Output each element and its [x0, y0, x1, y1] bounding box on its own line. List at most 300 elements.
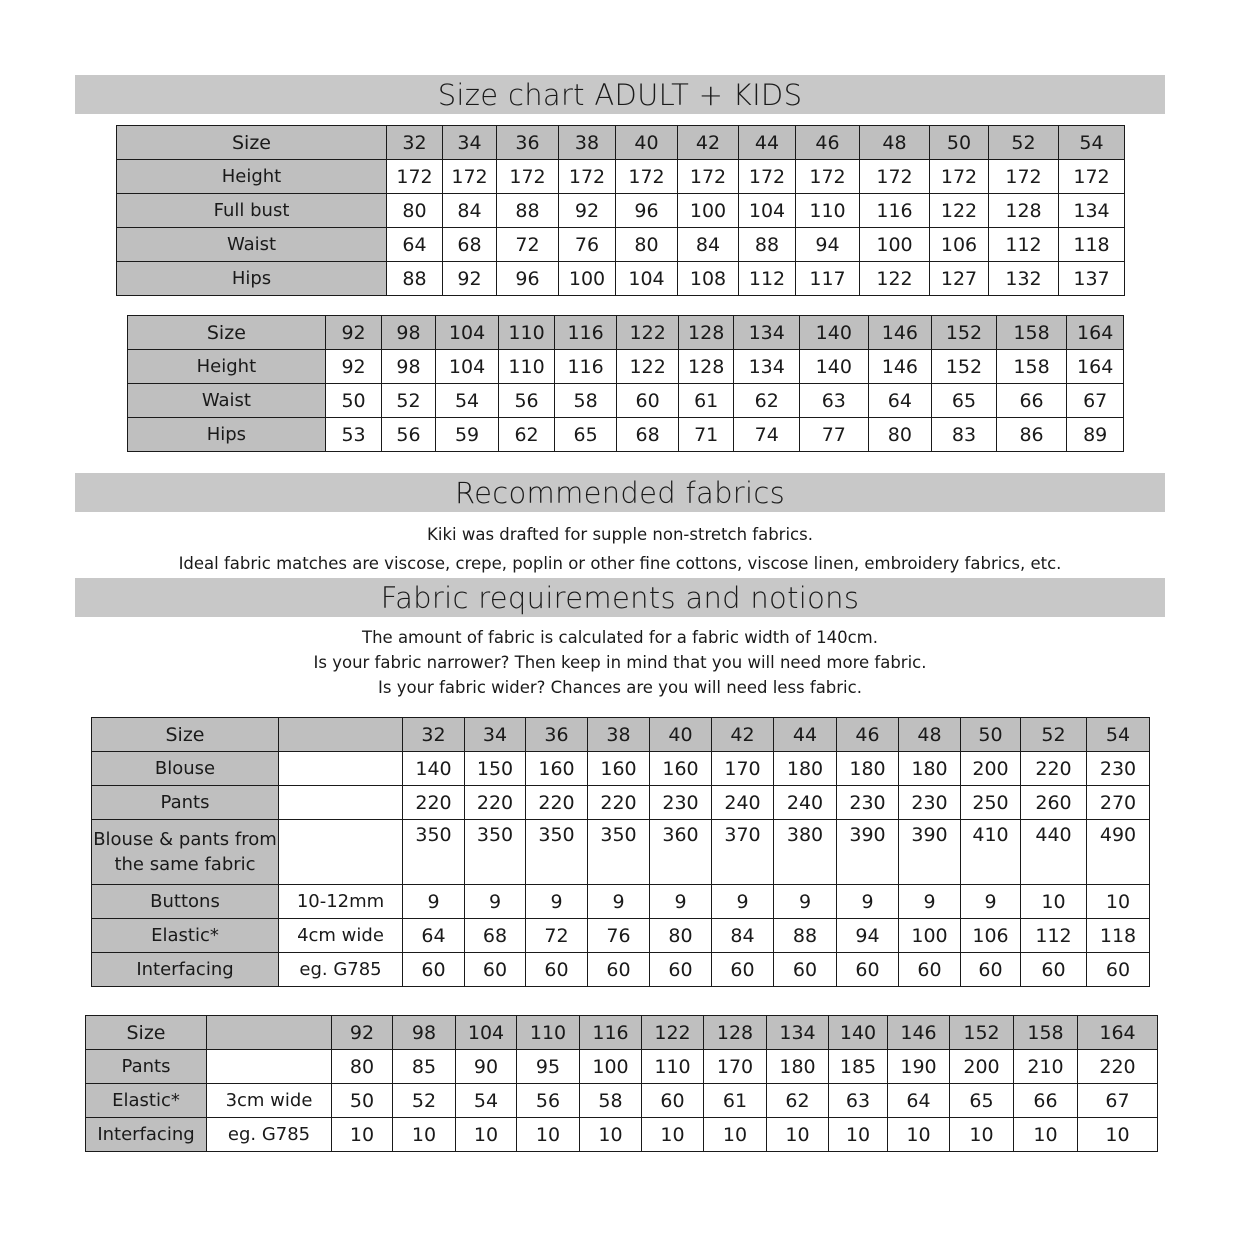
size-header-cell: 140	[829, 1016, 888, 1050]
value-cell: 90	[456, 1050, 517, 1084]
size-header-label: Size	[86, 1016, 207, 1050]
value-cell: 104	[435, 350, 499, 384]
size-header-cell: 52	[989, 126, 1059, 160]
value-cell: 77	[800, 418, 869, 452]
value-cell: 172	[860, 160, 930, 194]
value-cell: 66	[996, 384, 1067, 418]
value-cell: 92	[325, 350, 382, 384]
size-header-cell: 146	[868, 316, 932, 350]
size-header-cell: 34	[465, 718, 526, 752]
value-cell: 172	[443, 160, 497, 194]
value-cell: 117	[796, 262, 860, 296]
value-cell: 190	[888, 1050, 950, 1084]
value-cell: 390	[899, 820, 961, 885]
size-header-cell: 116	[580, 1016, 642, 1050]
value-cell: 9	[899, 885, 961, 919]
table-row	[92, 919, 1150, 953]
size-header-cell: 32	[387, 126, 443, 160]
value-cell: 84	[443, 194, 497, 228]
value-cell: 10	[517, 1118, 580, 1152]
value-cell: 64	[403, 919, 465, 953]
size-header-cell: 164	[1067, 316, 1124, 350]
value-cell: 172	[1059, 160, 1125, 194]
value-cell: 60	[837, 953, 899, 987]
size-chart-title: Size chart ADULT + KIDS	[75, 75, 1165, 114]
header-row	[117, 126, 1125, 160]
size-header-cell: 152	[932, 316, 997, 350]
value-cell: 10	[704, 1118, 767, 1152]
size-header-cell: 92	[332, 1016, 393, 1050]
value-cell: 127	[930, 262, 989, 296]
value-cell: 60	[642, 1084, 704, 1118]
value-cell: 10	[950, 1118, 1014, 1152]
value-cell: 150	[465, 752, 526, 786]
adult-fabric-table	[91, 717, 1150, 987]
value-cell: 96	[497, 262, 559, 296]
size-header-cell: 32	[403, 718, 465, 752]
value-cell: 10	[829, 1118, 888, 1152]
row-label: Buttons	[92, 885, 279, 919]
value-cell: 92	[559, 194, 616, 228]
value-cell: 270	[1087, 786, 1150, 820]
value-cell: 106	[930, 228, 989, 262]
size-header-label: Size	[92, 718, 279, 752]
size-header-cell: 34	[443, 126, 497, 160]
value-cell: 9	[650, 885, 712, 919]
size-header-cell: 52	[1021, 718, 1087, 752]
requirements-line-2: Is your fabric narrower? Then keep in mind that you will need more fabric.	[313, 653, 927, 672]
value-cell: 64	[868, 384, 932, 418]
value-cell: 220	[403, 786, 465, 820]
value-cell: 172	[387, 160, 443, 194]
value-cell: 10	[1078, 1118, 1158, 1152]
value-cell: 180	[837, 752, 899, 786]
value-cell: 80	[650, 919, 712, 953]
recommended-line-2: Ideal fabric matches are viscose, crepe, poplin or other fine cottons, viscose linen, embroidery fabrics, etc.	[178, 554, 1062, 573]
value-cell: 10	[1014, 1118, 1078, 1152]
value-cell: 152	[932, 350, 997, 384]
value-cell: 65	[554, 418, 617, 452]
value-cell: 9	[774, 885, 837, 919]
value-cell: 100	[860, 228, 930, 262]
size-header-cell: 44	[774, 718, 837, 752]
size-header-cell: 36	[497, 126, 559, 160]
value-cell: 94	[837, 919, 899, 953]
value-cell: 66	[1014, 1084, 1078, 1118]
value-cell: 172	[796, 160, 860, 194]
size-header-cell: 40	[650, 718, 712, 752]
value-cell: 250	[961, 786, 1021, 820]
value-cell: 172	[930, 160, 989, 194]
value-cell: 128	[678, 350, 734, 384]
value-cell: 88	[387, 262, 443, 296]
value-cell: 54	[435, 384, 499, 418]
value-cell: 380	[774, 820, 837, 885]
size-header-cell	[207, 1016, 332, 1050]
value-cell: 56	[499, 384, 555, 418]
value-cell: 240	[712, 786, 774, 820]
row-label: Blouse & pants from the same fabric	[92, 820, 279, 885]
value-cell: 60	[1021, 953, 1087, 987]
value-cell: 210	[1014, 1050, 1078, 1084]
value-cell: 108	[678, 262, 739, 296]
value-cell: 85	[393, 1050, 456, 1084]
value-cell: 220	[1078, 1050, 1158, 1084]
row-label: Interfacing	[92, 953, 279, 987]
value-cell: 350	[588, 820, 650, 885]
value-cell: 94	[796, 228, 860, 262]
value-cell: 350	[465, 820, 526, 885]
value-cell: 164	[1067, 350, 1124, 384]
value-cell: 137	[1059, 262, 1125, 296]
requirements-line-1: The amount of fabric is calculated for a fabric width of 140cm.	[362, 628, 878, 647]
value-cell: 59	[435, 418, 499, 452]
value-cell: 360	[650, 820, 712, 885]
value-cell: 9	[588, 885, 650, 919]
size-header-cell: 116	[554, 316, 617, 350]
value-cell: 128	[989, 194, 1059, 228]
value-cell: 260	[1021, 786, 1087, 820]
table-row	[128, 384, 1124, 418]
size-header-cell: 92	[325, 316, 382, 350]
table-row	[86, 1118, 1158, 1152]
row-label: Hips	[117, 262, 387, 296]
value-cell: 110	[642, 1050, 704, 1084]
value-cell: 180	[899, 752, 961, 786]
value-cell: 64	[387, 228, 443, 262]
size-header-cell: 42	[678, 126, 739, 160]
fabric-requirements-text	[0, 625, 1240, 700]
value-cell: 80	[868, 418, 932, 452]
value-cell: 72	[497, 228, 559, 262]
value-cell: 100	[580, 1050, 642, 1084]
size-header-cell: 122	[617, 316, 679, 350]
row-label: Elastic*	[92, 919, 279, 953]
value-cell: 68	[617, 418, 679, 452]
header-row	[92, 718, 1150, 752]
value-cell: 160	[526, 752, 588, 786]
value-cell: 10	[642, 1118, 704, 1152]
value-cell: 200	[961, 752, 1021, 786]
value-cell: 160	[650, 752, 712, 786]
value-cell: 140	[403, 752, 465, 786]
value-cell: 10	[1087, 885, 1150, 919]
size-header-cell: 38	[559, 126, 616, 160]
value-cell: 440	[1021, 820, 1087, 885]
value-cell: 63	[800, 384, 869, 418]
row-label: Interfacing	[86, 1118, 207, 1152]
value-cell: 62	[734, 384, 800, 418]
value-cell: 98	[382, 350, 435, 384]
value-cell: 160	[588, 752, 650, 786]
row-label: Height	[117, 160, 387, 194]
recommended-fabrics-text	[0, 522, 1240, 576]
value-cell: 80	[332, 1050, 393, 1084]
value-cell: 88	[774, 919, 837, 953]
recommended-fabrics-title: Recommended fabrics	[75, 473, 1165, 512]
value-cell: 112	[989, 228, 1059, 262]
table-row	[117, 262, 1125, 296]
header-row	[128, 316, 1124, 350]
size-header-cell: 36	[526, 718, 588, 752]
value-cell: 104	[739, 194, 796, 228]
spec-cell: 4cm wide	[279, 919, 403, 953]
size-header-cell: 38	[588, 718, 650, 752]
value-cell: 112	[1021, 919, 1087, 953]
size-header-cell: 104	[456, 1016, 517, 1050]
size-header-cell: 134	[734, 316, 800, 350]
value-cell: 240	[774, 786, 837, 820]
value-cell: 96	[616, 194, 678, 228]
row-label: Waist	[128, 384, 326, 418]
value-cell: 60	[526, 953, 588, 987]
size-header-cell: 42	[712, 718, 774, 752]
value-cell: 60	[712, 953, 774, 987]
row-label: Waist	[117, 228, 387, 262]
value-cell: 170	[712, 752, 774, 786]
size-header-cell: 146	[888, 1016, 950, 1050]
size-header-cell	[279, 718, 403, 752]
size-header-cell: 46	[796, 126, 860, 160]
value-cell: 10	[767, 1118, 829, 1152]
value-cell: 50	[325, 384, 382, 418]
value-cell: 10	[456, 1118, 517, 1152]
value-cell: 60	[465, 953, 526, 987]
value-cell: 230	[1087, 752, 1150, 786]
size-header-cell: 158	[1014, 1016, 1078, 1050]
value-cell: 9	[526, 885, 588, 919]
value-cell: 116	[554, 350, 617, 384]
value-cell: 63	[829, 1084, 888, 1118]
size-header-cell: 54	[1087, 718, 1150, 752]
spec-cell: 10-12mm	[279, 885, 403, 919]
value-cell: 10	[888, 1118, 950, 1152]
row-label: Pants	[86, 1050, 207, 1084]
value-cell: 80	[616, 228, 678, 262]
value-cell: 134	[1059, 194, 1125, 228]
size-header-cell: 54	[1059, 126, 1125, 160]
value-cell: 172	[497, 160, 559, 194]
value-cell: 53	[325, 418, 382, 452]
value-cell: 76	[559, 228, 616, 262]
table-row	[92, 953, 1150, 987]
spec-cell	[279, 786, 403, 820]
size-header-label: Size	[117, 126, 387, 160]
kids-fabric-table	[85, 1015, 1158, 1152]
value-cell: 56	[382, 418, 435, 452]
size-header-cell: 128	[704, 1016, 767, 1050]
value-cell: 89	[1067, 418, 1124, 452]
size-header-cell: 48	[899, 718, 961, 752]
value-cell: 172	[616, 160, 678, 194]
value-cell: 230	[837, 786, 899, 820]
table-row	[117, 160, 1125, 194]
value-cell: 62	[767, 1084, 829, 1118]
value-cell: 200	[950, 1050, 1014, 1084]
value-cell: 9	[961, 885, 1021, 919]
spec-cell	[279, 752, 403, 786]
row-label: Height	[128, 350, 326, 384]
value-cell: 172	[739, 160, 796, 194]
value-cell: 60	[617, 384, 679, 418]
value-cell: 61	[704, 1084, 767, 1118]
spec-cell: 3cm wide	[207, 1084, 332, 1118]
table-row	[92, 820, 1150, 885]
value-cell: 9	[465, 885, 526, 919]
spec-cell	[207, 1050, 332, 1084]
value-cell: 62	[499, 418, 555, 452]
table-row	[117, 228, 1125, 262]
spec-cell: eg. G785	[207, 1118, 332, 1152]
value-cell: 140	[800, 350, 869, 384]
value-cell: 50	[332, 1084, 393, 1118]
value-cell: 60	[774, 953, 837, 987]
size-header-cell: 158	[996, 316, 1067, 350]
size-header-cell: 110	[517, 1016, 580, 1050]
value-cell: 220	[465, 786, 526, 820]
value-cell: 64	[888, 1084, 950, 1118]
value-cell: 172	[559, 160, 616, 194]
value-cell: 116	[860, 194, 930, 228]
value-cell: 134	[734, 350, 800, 384]
recommended-line-1: Kiki was drafted for supple non-stretch fabrics.	[427, 525, 813, 544]
fabric-requirements-title: Fabric requirements and notions	[75, 578, 1165, 617]
table-row	[92, 752, 1150, 786]
value-cell: 67	[1078, 1084, 1158, 1118]
value-cell: 180	[767, 1050, 829, 1084]
size-header-cell: 48	[860, 126, 930, 160]
value-cell: 220	[1021, 752, 1087, 786]
value-cell: 84	[678, 228, 739, 262]
value-cell: 10	[393, 1118, 456, 1152]
size-header-cell: 122	[642, 1016, 704, 1050]
size-header-cell: 140	[800, 316, 869, 350]
size-header-cell: 134	[767, 1016, 829, 1050]
value-cell: 9	[837, 885, 899, 919]
value-cell: 180	[774, 752, 837, 786]
value-cell: 68	[465, 919, 526, 953]
value-cell: 100	[899, 919, 961, 953]
table-row	[117, 194, 1125, 228]
value-cell: 122	[930, 194, 989, 228]
table-row	[86, 1084, 1158, 1118]
value-cell: 10	[1021, 885, 1087, 919]
size-header-cell: 50	[930, 126, 989, 160]
size-header-cell: 110	[499, 316, 555, 350]
value-cell: 132	[989, 262, 1059, 296]
value-cell: 350	[526, 820, 588, 885]
value-cell: 370	[712, 820, 774, 885]
value-cell: 122	[860, 262, 930, 296]
row-label: Blouse	[92, 752, 279, 786]
value-cell: 56	[517, 1084, 580, 1118]
value-cell: 76	[588, 919, 650, 953]
value-cell: 230	[650, 786, 712, 820]
value-cell: 86	[996, 418, 1067, 452]
value-cell: 84	[712, 919, 774, 953]
value-cell: 9	[712, 885, 774, 919]
size-header-cell: 44	[739, 126, 796, 160]
value-cell: 118	[1059, 228, 1125, 262]
row-label: Elastic*	[86, 1084, 207, 1118]
spec-cell	[279, 820, 403, 885]
size-header-cell: 128	[678, 316, 734, 350]
value-cell: 71	[678, 418, 734, 452]
value-cell: 146	[868, 350, 932, 384]
value-cell: 95	[517, 1050, 580, 1084]
value-cell: 60	[899, 953, 961, 987]
value-cell: 60	[961, 953, 1021, 987]
size-header-cell: 152	[950, 1016, 1014, 1050]
value-cell: 172	[989, 160, 1059, 194]
kids-size-table	[127, 315, 1124, 452]
value-cell: 72	[526, 919, 588, 953]
size-header-cell: 98	[382, 316, 435, 350]
value-cell: 60	[403, 953, 465, 987]
table-row	[86, 1050, 1158, 1084]
table-row	[128, 350, 1124, 384]
value-cell: 88	[739, 228, 796, 262]
value-cell: 60	[588, 953, 650, 987]
value-cell: 410	[961, 820, 1021, 885]
value-cell: 104	[616, 262, 678, 296]
value-cell: 54	[456, 1084, 517, 1118]
value-cell: 106	[961, 919, 1021, 953]
value-cell: 112	[739, 262, 796, 296]
value-cell: 220	[526, 786, 588, 820]
value-cell: 350	[403, 820, 465, 885]
requirements-line-3: Is your fabric wider? Chances are you will need less fabric.	[378, 678, 862, 697]
size-header-cell: 46	[837, 718, 899, 752]
size-header-cell: 50	[961, 718, 1021, 752]
value-cell: 100	[559, 262, 616, 296]
value-cell: 490	[1087, 820, 1150, 885]
value-cell: 52	[382, 384, 435, 418]
value-cell: 390	[837, 820, 899, 885]
value-cell: 74	[734, 418, 800, 452]
row-label: Hips	[128, 418, 326, 452]
value-cell: 122	[617, 350, 679, 384]
value-cell: 10	[332, 1118, 393, 1152]
size-header-cell: 40	[616, 126, 678, 160]
size-header-label: Size	[128, 316, 326, 350]
value-cell: 185	[829, 1050, 888, 1084]
value-cell: 92	[443, 262, 497, 296]
adult-size-table	[116, 125, 1125, 296]
value-cell: 100	[678, 194, 739, 228]
value-cell: 170	[704, 1050, 767, 1084]
value-cell: 58	[554, 384, 617, 418]
size-header-cell: 104	[435, 316, 499, 350]
value-cell: 65	[932, 384, 997, 418]
value-cell: 172	[678, 160, 739, 194]
value-cell: 61	[678, 384, 734, 418]
value-cell: 60	[650, 953, 712, 987]
value-cell: 68	[443, 228, 497, 262]
value-cell: 110	[499, 350, 555, 384]
value-cell: 9	[403, 885, 465, 919]
value-cell: 60	[1087, 953, 1150, 987]
value-cell: 67	[1067, 384, 1124, 418]
spec-cell: eg. G785	[279, 953, 403, 987]
value-cell: 83	[932, 418, 997, 452]
value-cell: 220	[588, 786, 650, 820]
value-cell: 52	[393, 1084, 456, 1118]
table-row	[92, 786, 1150, 820]
value-cell: 58	[580, 1084, 642, 1118]
value-cell: 88	[497, 194, 559, 228]
value-cell: 10	[580, 1118, 642, 1152]
